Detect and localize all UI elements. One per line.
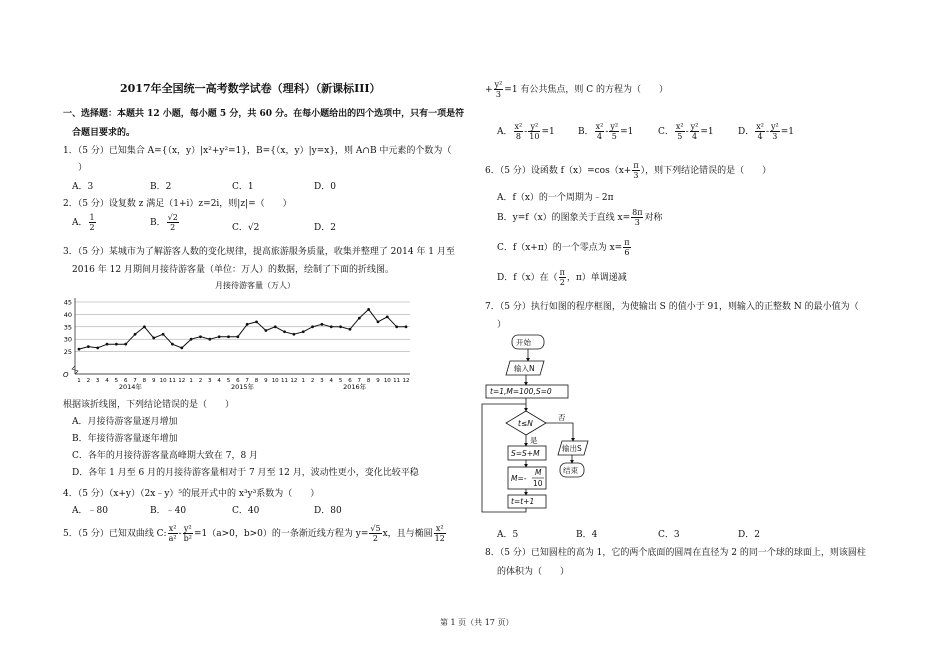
q7-option-d: D．2 [738, 530, 760, 540]
x-tick-label: 3 [320, 378, 324, 384]
data-point [377, 320, 380, 323]
y-tick-label: 25 [63, 348, 72, 357]
flowchart [478, 332, 618, 514]
data-point [292, 333, 295, 336]
q1-option-b: B．2 [150, 182, 172, 192]
x-tick-label: 1 [77, 378, 81, 384]
data-point [274, 325, 277, 328]
data-point [218, 335, 221, 338]
q3-stem: 3．（5 分）某城市为了解游客人数的变化规律，提高旅游服务质量，收集并整理了 2014 年 1 月至 [63, 247, 455, 257]
x-tick-label: 7 [133, 378, 137, 384]
data-point [283, 330, 286, 333]
data-point [311, 325, 314, 328]
x-tick-label: 9 [151, 378, 156, 384]
flow-output-label: 输出S [562, 444, 582, 453]
x-tick-label: 4 [105, 378, 109, 384]
q2-option-a: A． $\frac{1}{2}$ [72, 213, 95, 232]
data-point [386, 315, 389, 318]
data-point [264, 329, 267, 332]
y-tick-label: 45 [63, 298, 72, 307]
data-point [246, 323, 249, 326]
data-point [236, 335, 239, 338]
q7-stem: 7．（5 分）执行如图的程序框图，为使输出 S 的值小于 91，则输入的正整数 N 的最小值为（ [485, 302, 859, 312]
flow-condition-label: t≤N [518, 419, 533, 428]
q2-stem: 2．（5 分）设复数 z 满足（1+i）z=2i，则|z|=（ ） [63, 199, 292, 209]
q7-option-c: C．3 [658, 530, 680, 540]
origin-label: O [63, 371, 69, 379]
data-point [358, 317, 361, 320]
y-tick-label: 35 [63, 323, 72, 332]
x-tick-label: 2 [86, 378, 91, 384]
q5-option-d: D． $\frac{\text{x²}}{4}$ - $\frac{\text{y²}}{3}$ =1 [738, 122, 794, 141]
q2-option-d: D．2 [314, 223, 336, 233]
q4-option-c: C．40 [232, 506, 260, 516]
flow-m-update-prefix: M=- [511, 474, 527, 483]
q7-option-a: A．5 [497, 530, 519, 540]
x-tick-label: 1 [301, 378, 305, 384]
q3-question: 根据该折线图，下列结论错误的是（ ） [63, 400, 235, 410]
x-tick-label: 10 [159, 378, 167, 384]
x-tick-label: 11 [393, 378, 401, 384]
q3-option-b: B．年接待游客量逐年增加 [72, 434, 178, 444]
q4-stem: 4．（5 分）（x+y）（2x﹣y）⁵的展开式中的 x³y³系数为（ ） [63, 489, 320, 499]
data-point [134, 333, 137, 336]
x-tick-label: 8 [142, 378, 147, 384]
x-tick-label: 8 [366, 378, 371, 384]
x-tick-label: 6 [123, 378, 128, 384]
data-point [208, 338, 211, 341]
x-tick-label: 5 [338, 378, 343, 384]
x-tick-label: 1 [189, 378, 193, 384]
x-tick-label: 6 [236, 378, 240, 384]
x-tick-label: 6 [348, 378, 352, 384]
flow-yes-label: 是 [530, 436, 538, 445]
data-point [302, 330, 305, 333]
q4-option-a: A．﹣80 [72, 506, 108, 516]
data-point [255, 320, 258, 323]
x-tick-label: 9 [264, 378, 268, 384]
q2-option-b: B． $\frac{√2}{2}$ [150, 213, 178, 232]
q1-option-d: D．0 [314, 182, 336, 192]
exam-title: 2017年全国统一高考数学试卷（理科）（新课标III） [120, 82, 381, 95]
q3-option-a: A．月接待游客量逐月增加 [72, 417, 178, 427]
line-chart [55, 278, 415, 390]
x-tick-label: 10 [271, 378, 279, 384]
x-tick-label: 12 [178, 378, 186, 384]
x-tick-label: 3 [95, 378, 100, 384]
x-tick-label: 12 [402, 378, 410, 384]
data-point [96, 346, 99, 349]
data-point [405, 325, 408, 328]
year-label: 2014年 [118, 383, 142, 390]
x-tick-label: 7 [357, 378, 362, 384]
x-tick-label: 11 [281, 378, 289, 384]
x-tick-label: 10 [383, 378, 391, 384]
q5-option-c: C． $\frac{\text{x²}}{5}$ - $\frac{\text{y²}}{4}$ =1 [658, 122, 714, 141]
q6-option-b: B．y=f（x）的图象关于直线 x= $\frac{8\pi}{3}$ 对称 [497, 208, 663, 227]
q7-option-b: B．4 [576, 530, 598, 540]
data-point [180, 346, 183, 349]
flow-input-label: 输入N [514, 364, 535, 373]
data-point [124, 343, 127, 346]
flow-init-label: t=1,M=100,S=0 [490, 387, 552, 396]
series-line [79, 309, 406, 349]
flow-s-update-label: S=S+M [511, 449, 540, 458]
x-tick-label: 4 [217, 378, 221, 384]
x-tick-label: 5 [114, 378, 119, 384]
q6-option-a: A．f（x）的一个周期为﹣2π [497, 193, 614, 203]
x-tick-label: 12 [290, 378, 298, 384]
flow-t-update-label: t=t+1 [511, 497, 535, 506]
year-label: 2015年 [230, 383, 255, 390]
section-heading: 一、选择题：本题共 12 小题，每小题 5 分，共 60 分。在每小题给出的四个选项中，只有一项是符 [63, 109, 465, 119]
q1-stem: 1．（5 分）已知集合 A={（x，y）|x²+y²=1}，B={（x，y）|y=x}，则 A∩B 中元素的个数为（ [63, 146, 452, 156]
data-point [171, 343, 174, 346]
x-tick-label: 11 [168, 378, 176, 384]
q5-stem-cont: + $\frac{\text{y²}}{3}$ =1 有公共焦点，则 C 的方程为（ ） [485, 80, 669, 99]
q4-option-d: D．80 [314, 506, 342, 516]
data-point [227, 335, 230, 338]
data-point [367, 308, 370, 311]
data-point [190, 338, 193, 341]
year-label: 2016年 [343, 383, 367, 390]
q6-option-d: D．f（x）在（ $\frac{\pi}{2}$ ，π）单调递减 [497, 268, 627, 287]
q5-option-a: A． $\frac{\text{x²}}{8}$ - $\frac{\text{y²}}{10}$ =1 [497, 122, 555, 141]
q1-option-c: C．1 [232, 182, 254, 192]
q8-stem-cont: 的体积为（ ） [497, 567, 570, 577]
x-tick-label: 3 [208, 378, 212, 384]
data-point [106, 343, 109, 346]
q8-stem: 8．（5 分）已知圆柱的高为 1，它的两个底面的圆周在直径为 2 的同一个球的球面上，则该圆柱 [485, 548, 866, 558]
section-heading-cont: 合题目要求的。 [72, 128, 136, 138]
page-footer: 第 1 页（共 17 页） [440, 618, 514, 627]
flow-start-label: 开始 [516, 338, 531, 347]
x-tick-label: 8 [254, 378, 259, 384]
data-point [349, 328, 352, 331]
x-tick-label: 7 [245, 378, 249, 384]
q3-option-c: C．各年的月接待游客量高峰期大致在 7，8 月 [72, 451, 259, 461]
q6-stem: 6．（5 分）设函数 f（x）=cos（x+ $\frac{\pi}{3}$ ），则下列结论错误的是（ ） [485, 161, 772, 180]
q1-stem-cont: ） [78, 163, 88, 173]
x-tick-label: 9 [376, 378, 380, 384]
q7-stem-cont: ） [497, 320, 507, 330]
data-point [321, 323, 324, 326]
y-tick-label: 40 [63, 310, 72, 319]
q6-option-c: C．f（x+π）的一个零点为 x= $\frac{\pi}{6}$ [497, 238, 630, 257]
data-point [143, 325, 146, 328]
q4-option-b: B．﹣40 [150, 506, 187, 516]
flow-no-label: 否 [558, 413, 566, 422]
data-point [152, 337, 155, 340]
data-point [199, 335, 202, 338]
q3-stem-cont: 2016 年 12 月期间月接待游客量（单位：万人）的数据，绘制了下面的折线图。 [72, 265, 394, 275]
q3-option-d: D．各年 1 月至 6 月的月接待游客量相对于 7 月至 12 月，波动性更小，变化比较平稳 [72, 468, 419, 478]
x-tick-label: 2 [198, 378, 203, 384]
data-point [87, 345, 90, 348]
q1-option-a: A．3 [72, 182, 94, 192]
x-tick-label: 5 [226, 378, 231, 384]
data-point [162, 333, 165, 336]
x-tick-label: 2 [310, 378, 315, 384]
data-point [339, 325, 342, 328]
flow-m-update-den: 10 [533, 479, 543, 488]
q5-stem: 5．（5 分）已知双曲线 C: $\frac{\text{x²}}{\text{a²}}$ - $\frac{\text{y²}}{\text{b²}}$ =1（a>0，b>0）的一条渐近线方程为 y= $\frac{√5}{2}$ x，且与椭圆 $\frac{\text{x²}}{12}$ [63, 524, 445, 543]
data-point [395, 325, 398, 328]
chart-title: 月接待游客量（万人） [215, 281, 295, 290]
y-tick-label: 30 [63, 335, 72, 344]
data-point [330, 325, 333, 328]
q5-option-b: B． $\frac{\text{x²}}{4}$ - $\frac{\text{y²}}{5}$ =1 [578, 122, 634, 141]
x-tick-label: 4 [329, 378, 334, 384]
flow-end-label: 结束 [563, 466, 578, 475]
q2-option-c: C．√2 [232, 223, 260, 233]
data-point [115, 343, 118, 346]
data-point [78, 348, 81, 351]
flow-m-update-num: M [535, 468, 542, 477]
